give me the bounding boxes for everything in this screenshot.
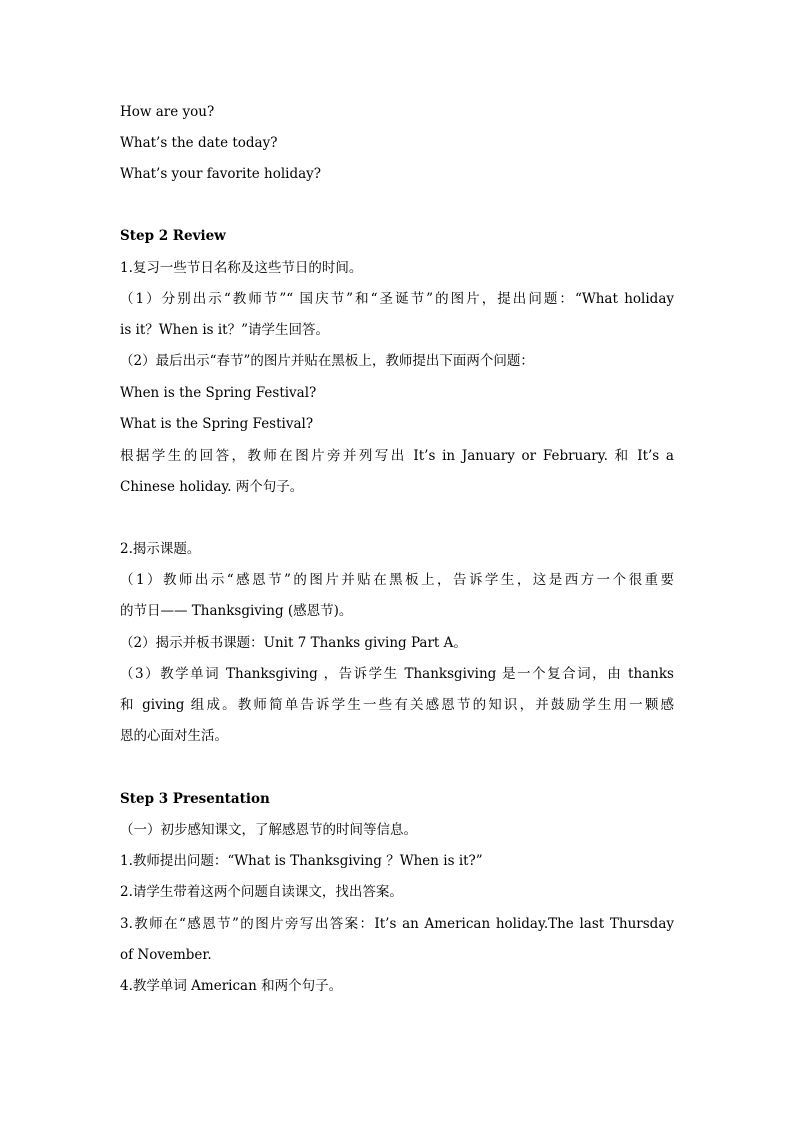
- step2-item2-sub2: （2）揭示并板书课题：Unit 7 Thanks giving Part A。: [120, 635, 467, 651]
- step3-point3-line2: of November.: [120, 947, 212, 963]
- step3-point4: 4.教学单词 American 和两个句子。: [120, 978, 343, 994]
- step2-answer-line2: Chinese holiday. 两个句子。: [120, 479, 304, 495]
- intro-question-how-are-you: How are you?: [120, 104, 215, 120]
- step2-item1-sub1-line2: is it？When is it？”请学生回答。: [120, 322, 330, 338]
- step2-heading: Step 2 Review: [120, 228, 226, 244]
- step2-answer-line1: 根据学生的回答，教师在图片旁并列写出 It’s in January or February. 和 It’s a: [120, 448, 674, 464]
- step2-item2-sub1-line1: （1）教师出示“感恩节”的图片并贴在黑板上，告诉学生，这是西方一个很重要: [120, 572, 674, 588]
- step3-point2: 2.请学生带着这两个问题自读课文，找出答案。: [120, 884, 403, 900]
- intro-question-date: What’s the date today?: [120, 135, 278, 151]
- step2-item1-sub1-line1: （1）分别出示“教师节”“ 国庆节”和“圣诞节”的图片，提出问题：“What holiday: [120, 291, 674, 307]
- step2-item2-sub3-line2: 和 giving 组成。教师简单告诉学生一些有关感恩节的知识，并鼓励学生用一颗感: [120, 697, 674, 713]
- step2-question-what: What is the Spring Festival?: [120, 416, 314, 432]
- step2-item2: 2.揭示课题。: [120, 541, 201, 557]
- intro-question-favorite-holiday: What’s your favorite holiday?: [120, 166, 322, 182]
- step3-heading: Step 3 Presentation: [120, 791, 270, 807]
- step2-question-when: When is the Spring Festival?: [120, 385, 317, 401]
- step3-point1: 1.教师提出问题：“What is Thanksgiving ？When is it?”: [120, 853, 483, 869]
- step2-item1: 1.复习一些节日名称及这些节日的时间。: [120, 260, 363, 276]
- step3-point3-line1: 3.教师在“感恩节”的图片旁写出答案：It’s an American holiday.The last Thursday: [120, 916, 674, 932]
- step3-part1: （一）初步感知课文，了解感恩节的时间等信息。: [120, 822, 417, 838]
- step2-item2-sub3-line3: 恩的心面对生活。: [120, 728, 228, 744]
- step2-item2-sub1-line2: 的节日—— Thanksgiving (感恩节)。: [120, 603, 353, 619]
- step2-item1-sub2: （2）最后出示“春节”的图片并贴在黑板上，教师提出下面两个问题：: [120, 353, 534, 369]
- step2-item2-sub3-line1: （3）教学单词 Thanksgiving ，告诉学生 Thanksgiving 是一个复合词，由 thanks: [120, 666, 674, 682]
